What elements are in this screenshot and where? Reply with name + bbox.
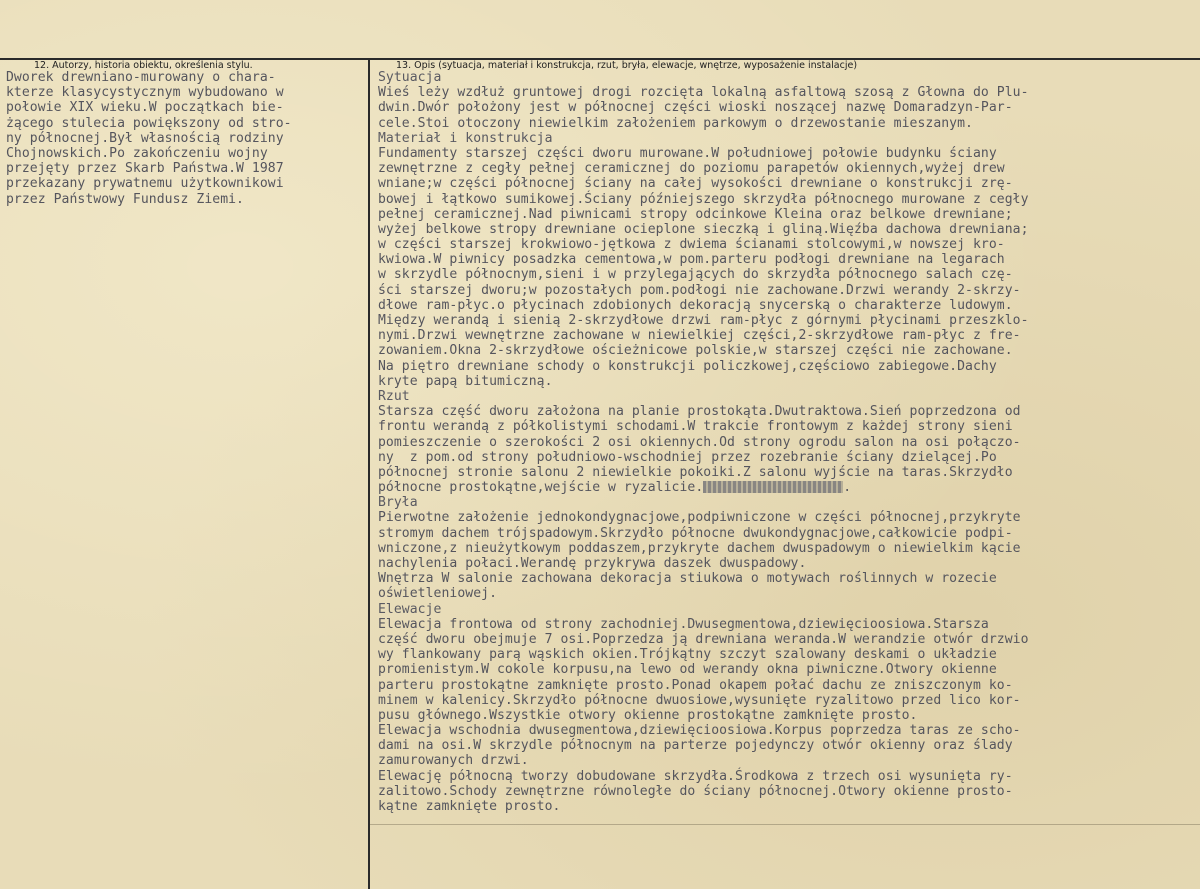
description-line <box>378 617 1029 632</box>
history-line: przez Państwowy Fundusz Ziemi. <box>6 191 244 207</box>
line-text: nymi.Drzwi wewnętrzne zachowane w niewielkiej części,2-skrzydłowe ram-płyc z fre- <box>378 328 1021 344</box>
line-text: kątne zamknięte prosto. <box>378 799 561 814</box>
line-text: kwiowa.W piwnicy posadzka cementowa,w pom.parteru podłogi drewniane na legarach <box>378 252 1005 268</box>
line-text: dwin.Dwór położony jest w północnej części wioski noszącej nazwę Domaradzyn-Par- <box>378 100 1013 116</box>
description-line <box>378 283 1029 298</box>
line-text: wy flankowany parą wąskich okien.Trójkątny szczyt szalowany deskami o układzie <box>378 647 997 663</box>
section-13-header: 13. Opis (sytuacja, materiał i konstrukcja, rzut, bryła, elewacje, wnętrze, wyposażenie instalacje) <box>396 60 858 71</box>
description-line <box>378 222 1029 237</box>
description-text-column <box>378 70 1029 814</box>
line-text: parteru prostokątne zamknięte prosto.Ponad okapem połać dachu ze zniszczonym ko- <box>378 677 1013 693</box>
line-text: pełnej ceramicznej.Nad piwnicami stropy odcinkowe Kleina oraz belkowe drewniane; <box>378 206 1013 222</box>
line-text: minem w kalenicy.Skrzydło północne dwuosiowe,wysunięte ryzalitowo przed lico kor- <box>378 692 1021 708</box>
section-heading <box>378 495 1029 510</box>
line-tail: . <box>843 480 852 496</box>
description-line <box>378 237 1029 252</box>
line-text: Fundamenty starszej części dworu murowane.W południowej połowie budynku ściany <box>378 145 997 161</box>
description-line <box>378 450 1029 465</box>
line-text: wyżej belkowe stropy drewniane ocieplone sieczką i gliną.Więźba dachowa drewniana; <box>378 221 1029 237</box>
description-line <box>378 586 1029 601</box>
line-text: Bryła <box>378 495 418 511</box>
description-line <box>378 116 1029 131</box>
history-line: Dworek drewniano-murowany o chara- <box>6 70 276 85</box>
description-line <box>378 647 1029 662</box>
description-line <box>378 571 1029 586</box>
description-line <box>378 541 1029 556</box>
line-text: część dworu obejmuje 7 osi.Poprzedza ją drewniana weranda.W werandzie otwór drzwio <box>378 631 1029 647</box>
description-line <box>378 404 1029 419</box>
description-line <box>378 85 1029 100</box>
description-line <box>378 343 1029 358</box>
description-line <box>378 465 1029 480</box>
description-line <box>378 510 1029 525</box>
line-text: frontu werandą z półkolistymi schodami.W trakcie frontowym z każdej strony sieni <box>378 419 1013 435</box>
line-text: w skrzydle północnym,sieni i w przylegających do skrzydła północnego salach czę- <box>378 267 1013 283</box>
line-text: wniczone,z nieużytkowym poddaszem,przykryte dachem dwuspadowym o niewielkim kącie <box>378 540 1021 556</box>
description-line <box>378 328 1029 343</box>
description-line <box>378 678 1029 693</box>
history-line: połowie XIX wieku.W początkach bie- <box>6 100 284 116</box>
section-heading <box>378 70 1029 85</box>
description-line <box>378 753 1029 768</box>
description-line <box>378 374 1029 389</box>
line-text: dłowe ram-płyc.o płycinach zdobionych dekoracją snycerską o charakterze ludowym. <box>378 297 1013 313</box>
line-text: Pierwotne założenie jednokondygnacjowe,podpiwniczone w części północnej,przykryte <box>378 510 1021 526</box>
description-line <box>378 526 1029 541</box>
section-heading <box>378 131 1029 146</box>
line-text: północne prostokątne,wejście w ryzalicie. <box>378 480 704 496</box>
line-text: pomieszczenie o szerokości 2 osi okiennych.Od strony ogrodu salon na osi połączo- <box>378 434 1021 450</box>
line-text: zamurowanych drzwi. <box>378 753 529 769</box>
line-text: Elewacje <box>378 601 442 617</box>
line-text: nachylenia połaci.Werandę przykrywa daszek dwuspadowy. <box>378 556 807 571</box>
description-line <box>378 100 1029 115</box>
line-text: Elewację północną tworzy dobudowane skrzydła.Środkowa z trzech osi wysunięta ry- <box>378 768 1013 784</box>
history-line: przejęty przez Skarb Państwa.W 1987 <box>6 161 284 177</box>
line-text: oświetleniowej. <box>378 586 497 602</box>
description-line <box>378 662 1029 677</box>
description-line <box>378 723 1029 738</box>
line-text: ny z pom.od strony południowo-wschodniej przez rozebranie ściany dzielącej.Po <box>378 449 997 465</box>
description-line <box>378 313 1029 328</box>
line-text: Sytuacja <box>378 70 442 85</box>
line-text: Starsza część dworu założona na planie prostokąta.Dwutraktowa.Sień poprzedzona od <box>378 404 1021 420</box>
line-text: północnej stronie salonu 2 niewielkie pokoiki.Z salonu wyjście na taras.Skrzydło <box>378 464 1013 480</box>
line-text: w części starszej krokwiowo-jętkowa z dwiema ścianami stolcowymi,w nowszej kro- <box>378 237 1005 253</box>
description-line <box>378 176 1029 191</box>
line-text: bowej i łątkowo sumikowej.Ściany późniejszego skrzydła północnego murowane z cegły <box>378 191 1029 207</box>
line-text: ści starszej dworu;w pozostałych pom.podłogi nie zachowane.Drzwi werandy 2-skrzy- <box>378 282 1021 298</box>
history-line: przekazany prywatnemu użytkownikowi <box>6 176 284 192</box>
line-text: zalitowo.Schody zewnętrzne równoległe do ściany północnej.Otwory okienne prosto- <box>378 783 1013 799</box>
line-text: Wnętrza W salonie zachowana dekoracja stiukowa o motywach roślinnych w rozecie <box>378 571 997 587</box>
description-line <box>378 267 1029 282</box>
description-line <box>378 738 1029 753</box>
description-line <box>378 161 1029 176</box>
line-text: Między werandą i sienią 2-skrzydłowe drzwi ram-płyc z górnymi płycinami przeszklo- <box>378 313 1029 328</box>
line-text: zewnętrzne z cegły pełnej ceramicznej do poziomu parapetów okiennych,wyżej drew <box>378 161 1005 177</box>
description-line <box>378 435 1029 450</box>
line-text: Rzut <box>378 388 410 404</box>
description-line <box>378 799 1029 814</box>
typed-over-strikeout <box>703 481 843 493</box>
history-line: kterze klasycystycznym wybudowano w <box>6 85 284 101</box>
section-heading <box>378 602 1029 617</box>
line-text: wniane;w części północnej ściany na całej wysokości drewniane o konstrukcji zrę- <box>378 176 1013 192</box>
description-line <box>378 556 1029 571</box>
line-text: Elewacja frontowa od strony zachodniej.Dwusegmentowa,dziewięcioosiowa.Starsza <box>378 616 989 632</box>
description-line <box>378 480 1029 495</box>
line-text: promienistym.W cokole korpusu,na lewo od werandy okna piwniczne.Otwory okienne <box>378 662 997 678</box>
description-line <box>378 784 1029 799</box>
line-text: stromym dachem trójspadowym.Skrzydło północne dwukondygnacjowe,całkowicie podpi- <box>378 525 1013 541</box>
line-text: dami na osi.W skrzydle północnym na parterze pojedynczy otwór okienny oraz ślady <box>378 738 1013 754</box>
history-line: żącego stulecia powiększony od stro- <box>6 115 292 131</box>
history-line: ny północnej.Był własnością rodziny <box>6 130 284 146</box>
description-line <box>378 146 1029 161</box>
description-line <box>378 708 1029 723</box>
line-text: pusu głównego.Wszystkie otwory okienne prostokątne zamknięte prosto. <box>378 707 918 723</box>
description-line <box>378 192 1029 207</box>
description-line <box>378 298 1029 313</box>
line-text: Na piętro drewniane schody o konstrukcji policzkowej,częściowo zabiegowe.Dachy <box>378 358 997 374</box>
line-text: zowaniem.Okna 2-skrzydłowe ościeżnicowe polskie,w starszej części nie zachowane. <box>378 343 1013 359</box>
line-text: Wieś leży wzdłuż gruntowej drogi rozcięta lokalną asfaltową szosą z Głowna do Plu- <box>378 85 1029 101</box>
description-line <box>378 252 1029 267</box>
history-text-column <box>6 70 292 207</box>
description-line <box>378 419 1029 434</box>
section-heading <box>378 389 1029 404</box>
section-rule <box>370 824 1200 825</box>
section-12-header: 12. Autorzy, historia obiektu, określenia stylu. <box>34 60 253 71</box>
column-divider <box>368 58 370 889</box>
description-line <box>378 359 1029 374</box>
line-text: Materiał i konstrukcja <box>378 130 553 146</box>
description-line <box>378 632 1029 647</box>
line-text: Elewacja wschodnia dwusegmentowa,dziewięcioosiowa.Korpus poprzedza taras ze scho- <box>378 723 1021 739</box>
description-line <box>378 207 1029 222</box>
description-line <box>378 693 1029 708</box>
line-text: kryte papą bitumiczną. <box>378 373 553 389</box>
description-line <box>378 769 1029 784</box>
line-text: cele.Stoi otoczony niewielkim założeniem parkowym o drzewostanie mieszanym. <box>378 115 973 131</box>
history-line: Chojnowskich.Po zakończeniu wojny <box>6 145 268 161</box>
